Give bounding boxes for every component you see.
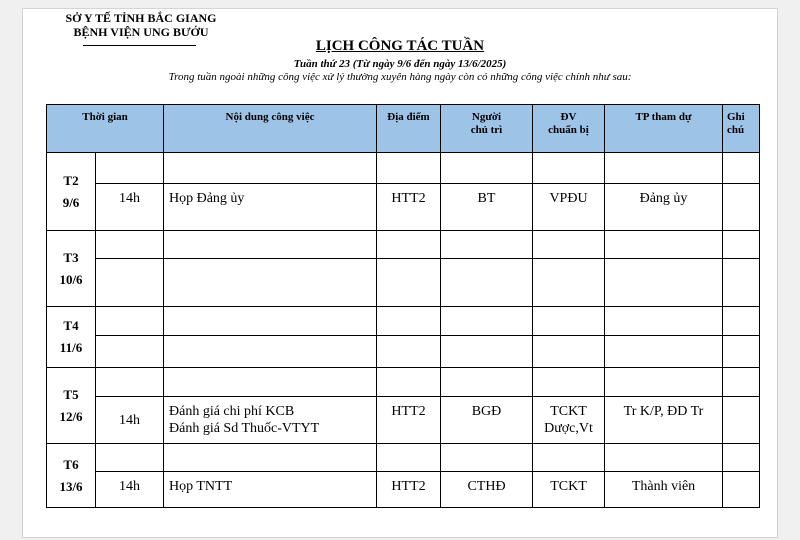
attendees-cell: [605, 153, 723, 184]
table-row: [47, 336, 760, 368]
time-cell: 14h: [96, 397, 164, 444]
col-header-note: Ghi chú: [723, 105, 760, 153]
day-cell: T5 12/6: [47, 368, 96, 444]
content-cell: [164, 231, 377, 259]
col-header-location: Địa điểm: [377, 105, 441, 153]
attendees-cell: [605, 444, 723, 472]
location-cell: [377, 444, 441, 472]
host-cell: [441, 231, 533, 259]
content-cell: [164, 307, 377, 336]
col-header-prep: ĐV chuẩn bị: [533, 105, 605, 153]
attendees-cell: Tr K/P, ĐD Tr: [605, 397, 723, 444]
content-cell: Họp TNTT: [164, 472, 377, 508]
host-cell: [441, 259, 533, 307]
location-cell: [377, 153, 441, 184]
host-cell: [441, 444, 533, 472]
note-cell: [723, 307, 760, 336]
note-cell: [723, 444, 760, 472]
prep-cell: TCKT: [533, 472, 605, 508]
prep-cell: [533, 336, 605, 368]
table-row: [47, 259, 760, 307]
content-cell: [164, 444, 377, 472]
content-cell: Đánh giá chi phí KCB Đánh giá Sd Thuốc-VTYT: [164, 397, 377, 444]
location-cell: [377, 307, 441, 336]
day-cell: T2 9/6: [47, 153, 96, 231]
note-cell: [723, 336, 760, 368]
col-header-content: Nội dung công việc: [164, 105, 377, 153]
day-cell: T4 11/6: [47, 307, 96, 368]
note-cell: [723, 231, 760, 259]
attendees-cell: [605, 368, 723, 397]
attendees-cell: [605, 259, 723, 307]
attendees-cell: [605, 336, 723, 368]
location-cell: [377, 231, 441, 259]
location-cell: [377, 368, 441, 397]
page-title: LỊCH CÔNG TÁC TUẦN: [315, 38, 485, 54]
time-cell: 14h: [96, 472, 164, 508]
note-cell: [723, 259, 760, 307]
document-page: [22, 8, 778, 538]
note-cell: [723, 368, 760, 397]
content-cell: Họp Đảng ủy: [164, 184, 377, 231]
col-header-attendees: TP tham dự: [605, 105, 723, 153]
location-cell: HTT2: [377, 184, 441, 231]
location-cell: HTT2: [377, 472, 441, 508]
attendees-cell: [605, 307, 723, 336]
note-cell: [723, 184, 760, 231]
organization-header: [51, 11, 231, 39]
prep-cell: [533, 153, 605, 184]
day-cell: T6 13/6: [47, 444, 96, 508]
location-cell: [377, 336, 441, 368]
attendees-cell: Thành viên: [605, 472, 723, 508]
schedule-table: [46, 104, 760, 508]
time-cell: 14h: [96, 184, 164, 231]
table-row: [47, 153, 760, 184]
note-cell: [723, 153, 760, 184]
table-header-row: [47, 105, 760, 153]
prep-cell: [533, 259, 605, 307]
host-cell: CTHĐ: [441, 472, 533, 508]
location-cell: [377, 259, 441, 307]
attendees-cell: Đảng ủy: [605, 184, 723, 231]
prep-cell: VPĐU: [533, 184, 605, 231]
intro-text: Trong tuần ngoài những công việc xử lý thường xuyên hàng ngày còn có những công việc chính như sau:: [168, 71, 632, 83]
attendees-cell: [605, 231, 723, 259]
time-cell: [96, 259, 164, 307]
host-cell: [441, 153, 533, 184]
time-cell: [96, 307, 164, 336]
content-cell: [164, 368, 377, 397]
table-row: [47, 368, 760, 397]
week-range: Tuần thứ 23 (Từ ngày 9/6 đến ngày 13/6/2025): [293, 58, 507, 70]
note-cell: [723, 472, 760, 508]
table-row: [47, 472, 760, 508]
content-cell: [164, 336, 377, 368]
table-row: [47, 231, 760, 259]
host-cell: BGĐ: [441, 397, 533, 444]
time-cell: [96, 444, 164, 472]
day-cell: T3 10/6: [47, 231, 96, 307]
table-row: [47, 184, 760, 231]
prep-cell: [533, 231, 605, 259]
col-header-time: Thời gian: [47, 105, 164, 153]
org-department: SỞ Y TẾ TỈNH BẮC GIANG: [65, 11, 217, 25]
host-cell: [441, 307, 533, 336]
prep-cell: TCKT Dược,Vt: [533, 397, 605, 444]
time-cell: [96, 153, 164, 184]
host-cell: [441, 336, 533, 368]
host-cell: [441, 368, 533, 397]
table-row: [47, 397, 760, 444]
note-cell: [723, 397, 760, 444]
time-cell: [96, 336, 164, 368]
prep-cell: [533, 368, 605, 397]
time-cell: [96, 231, 164, 259]
col-header-host: Người chủ trì: [441, 105, 533, 153]
content-cell: [164, 153, 377, 184]
org-hospital: BỆNH VIỆN UNG BƯỚU: [73, 25, 209, 39]
location-cell: HTT2: [377, 397, 441, 444]
table-row: [47, 444, 760, 472]
time-cell: [96, 368, 164, 397]
table-row: [47, 307, 760, 336]
prep-cell: [533, 444, 605, 472]
prep-cell: [533, 307, 605, 336]
content-cell: [164, 259, 377, 307]
host-cell: BT: [441, 184, 533, 231]
